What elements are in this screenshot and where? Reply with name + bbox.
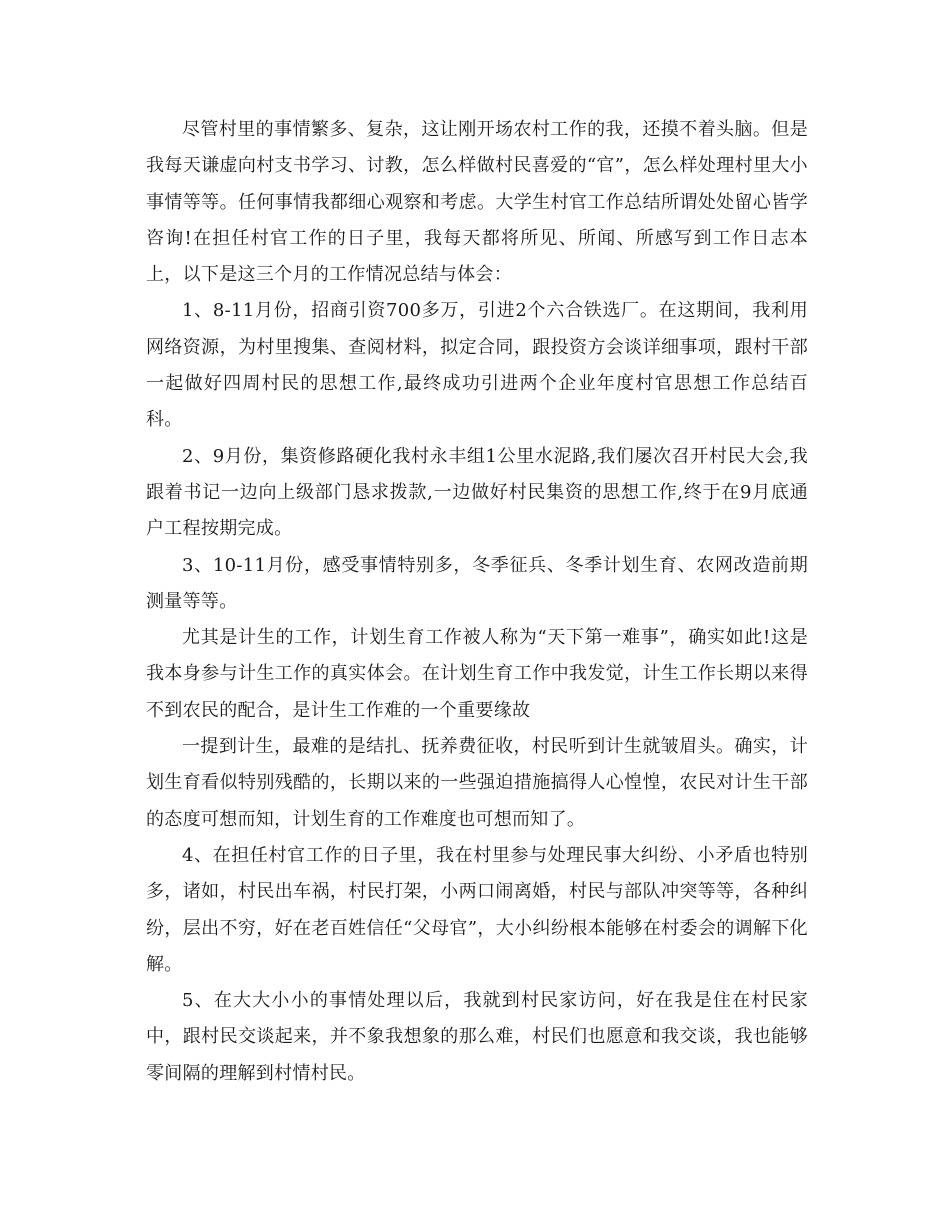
document-body [146,112,808,1092]
paragraph-item-4: 4、在担任村官工作的日子里，我在村里参与处理民事大纠纷、小矛盾也特别多，诸如，村民出车祸，村民打架，小两口闹离婚，村民与部队冲突等等，各种纠纷，层出不穷，好在老百姓信任“父母官”，大小纠纷根本能够在村委会的调解下化解。 [146,844,808,975]
paragraph-item-1: 1、8-11月份，招商引资700多万，引进2个六合铁选厂。在这期间，我利用网络资源，为村里搜集、查阅材料，拟定合同，跟投资方会谈详细事项，跟村干部一起做好四周村民的思想工作,最终成功引进两个企业年度村官思想工作总结百科。 [146,300,808,431]
paragraph-item-5: 5、在大大小小的事情处理以后，我就到村民家访问，好在我是住在村民家中，跟村民交谈起来，并不象我想象的那么难，村民们也愿意和我交谈，我也能够零间隔的理解到村情村民。 [146,990,808,1084]
paragraph-family-planning: 尤其是计生的工作，计划生育工作被人称为“天下第一难事”，确实如此!这是我本身参与计生工作的真实体会。在计划生育工作中我发觉，计生工作长期以来得不到农民的配合，是计生工作难的一个重要缘故 [146,627,808,721]
paragraph-intro: 尽管村里的事情繁多、复杂，这让刚开场农村工作的我，还摸不着头脑。但是我每天谦虚向村支书学习、讨教，怎么样做村民喜爱的“官”，怎么样处理村里大小事情等等。任何事情我都细心观察和考虑。大学生村官工作总结所谓处处留心皆学咨询!在担任村官工作的日子里，我每天都将所见、所闻、所感写到工作日志本上，以下是这三个月的工作情况总结与体会： [146,119,808,286]
paragraph-item-3: 3、10-11月份，感受事情特别多，冬季征兵、冬季计划生育、农网改造前期测量等等。 [146,554,808,612]
paragraph-family-planning-difficulty: 一提到计生，最难的是结扎、抚养费征收，村民听到计生就皱眉头。确实，计划生育看似特别残酷的，长期以来的一些强迫措施搞得人心惶惶，农民对计生干部的态度可想而知，计划生育的工作难度也可想而知了。 [146,736,808,830]
paragraph-item-2: 2、9月份，集资修路硬化我村永丰组1公里水泥路,我们屡次召开村民大会,我跟着书记一边向上级部门恳求拨款,一边做好村民集资的思想工作,终于在9月底通户工程按期完成。 [146,445,808,540]
